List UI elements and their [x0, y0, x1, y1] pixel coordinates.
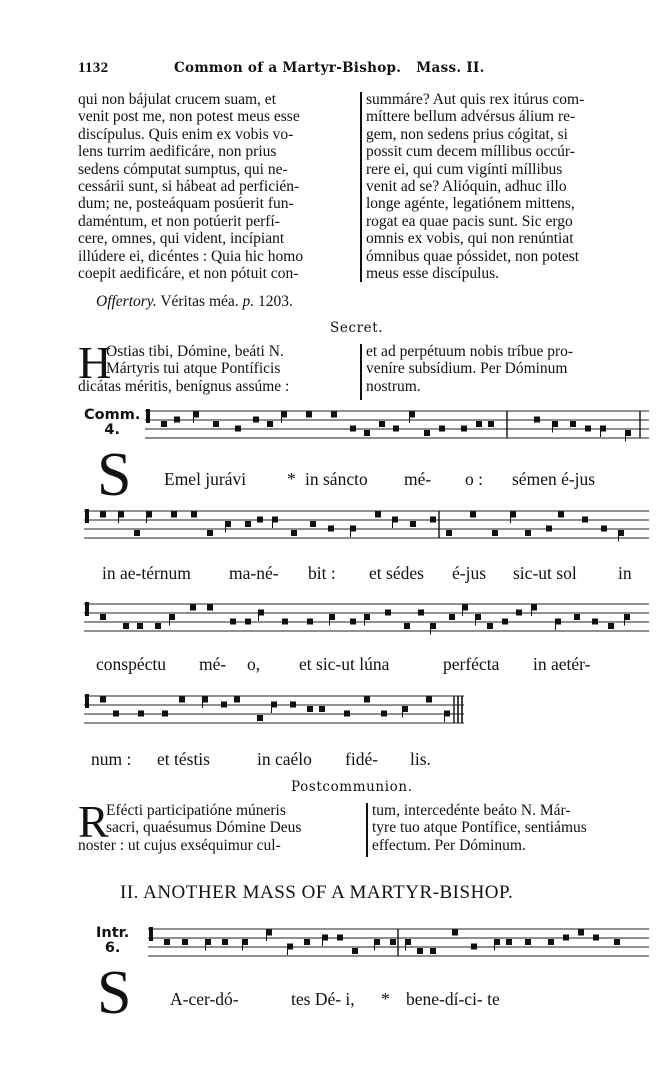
neume-note	[253, 417, 259, 423]
chant-lyric: bene-dí-ci- te	[406, 989, 500, 1009]
chant-staff	[84, 598, 649, 638]
neume-note	[134, 530, 140, 536]
text-line: ómnibus quae póssidet, non potest	[366, 247, 580, 265]
secret-right-column	[366, 343, 648, 395]
neume-note	[426, 697, 432, 703]
text-line: venit ad se? Alióquin, adhuc illo	[366, 178, 567, 196]
drop-cap-initial: R	[78, 796, 109, 847]
chant-lyric: et sédes	[369, 563, 424, 583]
neume-note	[379, 421, 385, 427]
neume-note	[213, 421, 219, 427]
text-line: tum, intercedénte beáto N. Már-	[372, 802, 571, 819]
neume-note	[257, 715, 263, 721]
chant-lyric: in	[618, 563, 632, 583]
text-line: longe agénte, legatiónem mittens,	[366, 195, 575, 213]
introit-label	[96, 926, 129, 956]
text-line: omnis ex vobis, qui non renúntiat	[366, 230, 574, 248]
chant-staff	[84, 505, 649, 545]
neume-note	[492, 530, 498, 536]
neume-note	[290, 702, 296, 708]
neume-note	[558, 512, 564, 518]
neume-note	[123, 623, 129, 629]
offertory-line	[96, 293, 293, 311]
neume-note	[446, 530, 452, 536]
text-line: discípulus. Quis enim ex vobis vo-	[78, 125, 294, 143]
neume-note	[171, 512, 177, 518]
neume-note	[471, 944, 477, 950]
column-divider	[360, 92, 362, 282]
text-line: rogat ea quae pacis sunt. Sic ergo	[366, 212, 573, 230]
secret-heading: Secret.	[330, 320, 384, 336]
neume-note	[182, 939, 188, 945]
neume-note	[614, 939, 620, 945]
text-line: effectum. Per Dóminum.	[372, 836, 526, 854]
neume-note	[578, 930, 584, 936]
text-line: Efécti participatióne múneris	[106, 802, 286, 819]
postcommunion-right-column	[372, 802, 648, 854]
postcommunion-left-column	[78, 796, 360, 854]
text-line: tyre tuo atque Pontífice, sentiámus	[372, 819, 587, 837]
neume-note	[291, 530, 297, 536]
neume-note	[390, 939, 396, 945]
neume-note	[100, 614, 106, 620]
text-line: Ostias tibi, Dómine, beáti N.	[106, 343, 284, 360]
text-line: noster : ut cujus exséquimur cul-	[78, 836, 281, 854]
neume-note	[235, 426, 241, 432]
chant-lyric: lis.	[410, 749, 431, 769]
chant-lyric: et téstis	[157, 749, 210, 769]
neume-note	[488, 421, 494, 427]
text-line: meus esse discípulus.	[366, 265, 500, 283]
chant-lyric: é-jus	[452, 563, 487, 583]
chant-lyric: ma-né-	[229, 563, 279, 583]
neume-note	[350, 619, 356, 625]
chant-lyric: num :	[91, 749, 132, 769]
neume-note	[570, 421, 576, 427]
chant-lyric: mé-	[199, 654, 227, 674]
neume-note	[304, 939, 310, 945]
page-ref-abbrev: p.	[242, 293, 255, 310]
neume-note	[310, 521, 316, 527]
neume-note	[307, 619, 313, 625]
page-ref-number: 1203.	[254, 293, 293, 310]
neume-note	[162, 711, 168, 717]
neume-note	[585, 426, 591, 432]
drop-cap-initial: H	[78, 337, 112, 388]
neume-note	[328, 526, 334, 532]
offertory-text: Véritas méa.	[156, 293, 243, 310]
text-line: Mártyris tui atque Pontíficis	[106, 360, 281, 378]
neume-note	[190, 605, 196, 611]
neume-note	[337, 935, 343, 941]
section-title: II. ANOTHER MASS OF A MARTYR-BISHOP.	[120, 882, 514, 903]
chant-lyric: Emel jurávi	[164, 469, 247, 489]
text-line: sedens cómputat sumptus, qui ne-	[78, 160, 288, 178]
text-line: lens turrim aedificáre, non prius	[78, 143, 277, 161]
text-line: dum; ne, posteáquam posúerit fun-	[78, 195, 294, 213]
chant-lyric: mé-	[404, 469, 432, 489]
neume-note	[364, 430, 370, 436]
neume-note	[319, 706, 325, 712]
text-line: rere ei, qui cum vigínti míllibus	[366, 160, 563, 178]
neume-note	[410, 521, 416, 527]
gospel-left-column	[78, 91, 354, 282]
neume-note	[234, 697, 240, 703]
neume-note	[306, 412, 312, 418]
chant-lyric: in ae-térnum	[102, 563, 191, 583]
chant-lyric: *	[287, 469, 296, 489]
neume-note	[364, 697, 370, 703]
neume-note	[257, 517, 263, 523]
gospel-right-column	[366, 91, 648, 282]
neume-note	[546, 526, 552, 532]
neume-note	[100, 512, 106, 518]
neume-note	[439, 426, 445, 432]
page-number: 1132	[78, 60, 109, 76]
text-line: nostrum.	[366, 377, 421, 395]
text-line: sacri, quaésumus Dómine Deus	[106, 819, 302, 837]
neume-note	[525, 530, 531, 536]
neume-note	[525, 939, 531, 945]
text-line: qui non bájulat crucem suam, et	[78, 91, 276, 108]
neume-note	[563, 935, 569, 941]
neume-note	[452, 930, 458, 936]
neume-note	[245, 521, 251, 527]
neume-note	[230, 619, 236, 625]
neume-note	[100, 697, 106, 703]
neume-note	[191, 512, 197, 518]
neume-note	[350, 426, 356, 432]
chant-lyric: sémen é-jus	[512, 469, 596, 489]
chant-lyric: o :	[465, 469, 483, 489]
text-line: coepit aedificáre, et non pótuit con-	[78, 265, 299, 283]
chant-lyric: in sáncto	[305, 469, 368, 489]
neume-note	[404, 623, 410, 629]
neume-note	[245, 619, 251, 625]
text-line: daméntum, et non potúerit perfí-	[78, 212, 280, 230]
neume-note	[430, 948, 436, 954]
neume-note	[161, 421, 167, 427]
neume-note	[548, 939, 554, 945]
neume-note	[449, 614, 455, 620]
neume-note	[393, 426, 399, 432]
neume-note	[417, 948, 423, 954]
column-divider	[366, 803, 368, 857]
neume-note	[608, 623, 614, 629]
neume-note	[307, 706, 313, 712]
chant-staff	[84, 690, 464, 730]
neume-note	[385, 610, 391, 616]
chant-staff	[145, 405, 649, 445]
label-line: Comm.	[84, 407, 141, 423]
chant-lyric: in caélo	[257, 749, 312, 769]
text-line: illúdere ei, dicéntes : Quia hic homo	[78, 247, 304, 265]
text-line: míttere bellum advérsus álium re-	[366, 108, 576, 126]
neume-note	[174, 417, 180, 423]
text-line: venit post me, non potest meus esse	[78, 108, 300, 126]
neume-note	[221, 702, 227, 708]
neume-note	[375, 512, 381, 518]
neume-note	[155, 623, 161, 629]
chant-lyric: sic-ut sol	[513, 563, 577, 583]
neume-note	[267, 421, 273, 427]
neume-note	[430, 517, 436, 523]
neume-note	[331, 412, 337, 418]
neume-note	[470, 512, 476, 518]
neume-note	[506, 939, 512, 945]
neume-note	[222, 939, 228, 945]
label-line: 6.	[104, 940, 121, 956]
offertory-label: Offertory.	[96, 293, 157, 310]
chant-lyric: A-cer-dó-	[170, 989, 239, 1009]
chant-lyric: et sic-ut lúna	[299, 654, 390, 674]
label-line: Intr.	[96, 925, 130, 941]
neume-note	[207, 530, 213, 536]
neume-note	[582, 517, 588, 523]
neume-note	[381, 711, 387, 717]
text-line: cere, omnes, qui vident, incípiant	[78, 230, 285, 248]
chant-initial: S	[97, 441, 132, 509]
chant-lyric: o,	[247, 654, 261, 674]
neume-note	[164, 939, 170, 945]
chant-lyric: bit :	[308, 563, 336, 583]
neume-note	[344, 711, 350, 717]
column-divider	[360, 344, 362, 400]
neume-note	[487, 623, 493, 629]
chant-lyric: tes Dé- i,	[291, 989, 355, 1009]
neume-note	[476, 421, 482, 427]
neume-note	[113, 711, 119, 717]
neume-note	[138, 711, 144, 717]
neume-note	[424, 430, 430, 436]
neume-note	[282, 619, 288, 625]
communion-label	[84, 408, 140, 438]
chant-lyric: fidé-	[345, 749, 379, 769]
text-line: summáre? Aut quis rex itúrus com-	[366, 91, 585, 108]
neume-note	[601, 526, 607, 532]
neume-note	[593, 935, 599, 941]
neume-note	[592, 619, 598, 625]
neume-note	[502, 619, 508, 625]
neume-note	[418, 610, 424, 616]
text-line: dicátas méritis, benígnus assúme :	[78, 377, 290, 395]
text-line: veníre subsídium. Per Dóminum	[366, 360, 568, 378]
running-title: Common of a Martyr-Bishop. Mass. II.	[174, 60, 485, 76]
chant-lyric: perfécta	[443, 654, 500, 674]
postcommunion-heading: Postcommunion.	[291, 779, 413, 795]
chant-lyric: in aetér-	[533, 654, 591, 674]
neume-note	[461, 426, 467, 432]
neume-note	[352, 948, 358, 954]
neume-note	[179, 697, 185, 703]
label-line: 4.	[104, 422, 120, 438]
neume-note	[137, 623, 143, 629]
text-line: cessárii sunt, si hábeat ad perficién-	[78, 178, 300, 196]
neume-note	[534, 417, 540, 423]
chant-lyric: conspéctu	[96, 654, 166, 674]
chant-staff	[148, 923, 649, 963]
neume-note	[207, 605, 213, 611]
neume-note	[574, 614, 580, 620]
secret-left-column	[78, 337, 354, 395]
text-line: et ad perpétuum nobis tríbue pro-	[366, 343, 574, 360]
text-line: gem, non sedens prius cógitat, si	[366, 125, 568, 143]
chant-initial: S	[97, 959, 132, 1027]
chant-lyric: *	[381, 989, 390, 1009]
neume-note	[516, 610, 522, 616]
text-line: possit cum decem míllibus occúr-	[366, 143, 575, 161]
